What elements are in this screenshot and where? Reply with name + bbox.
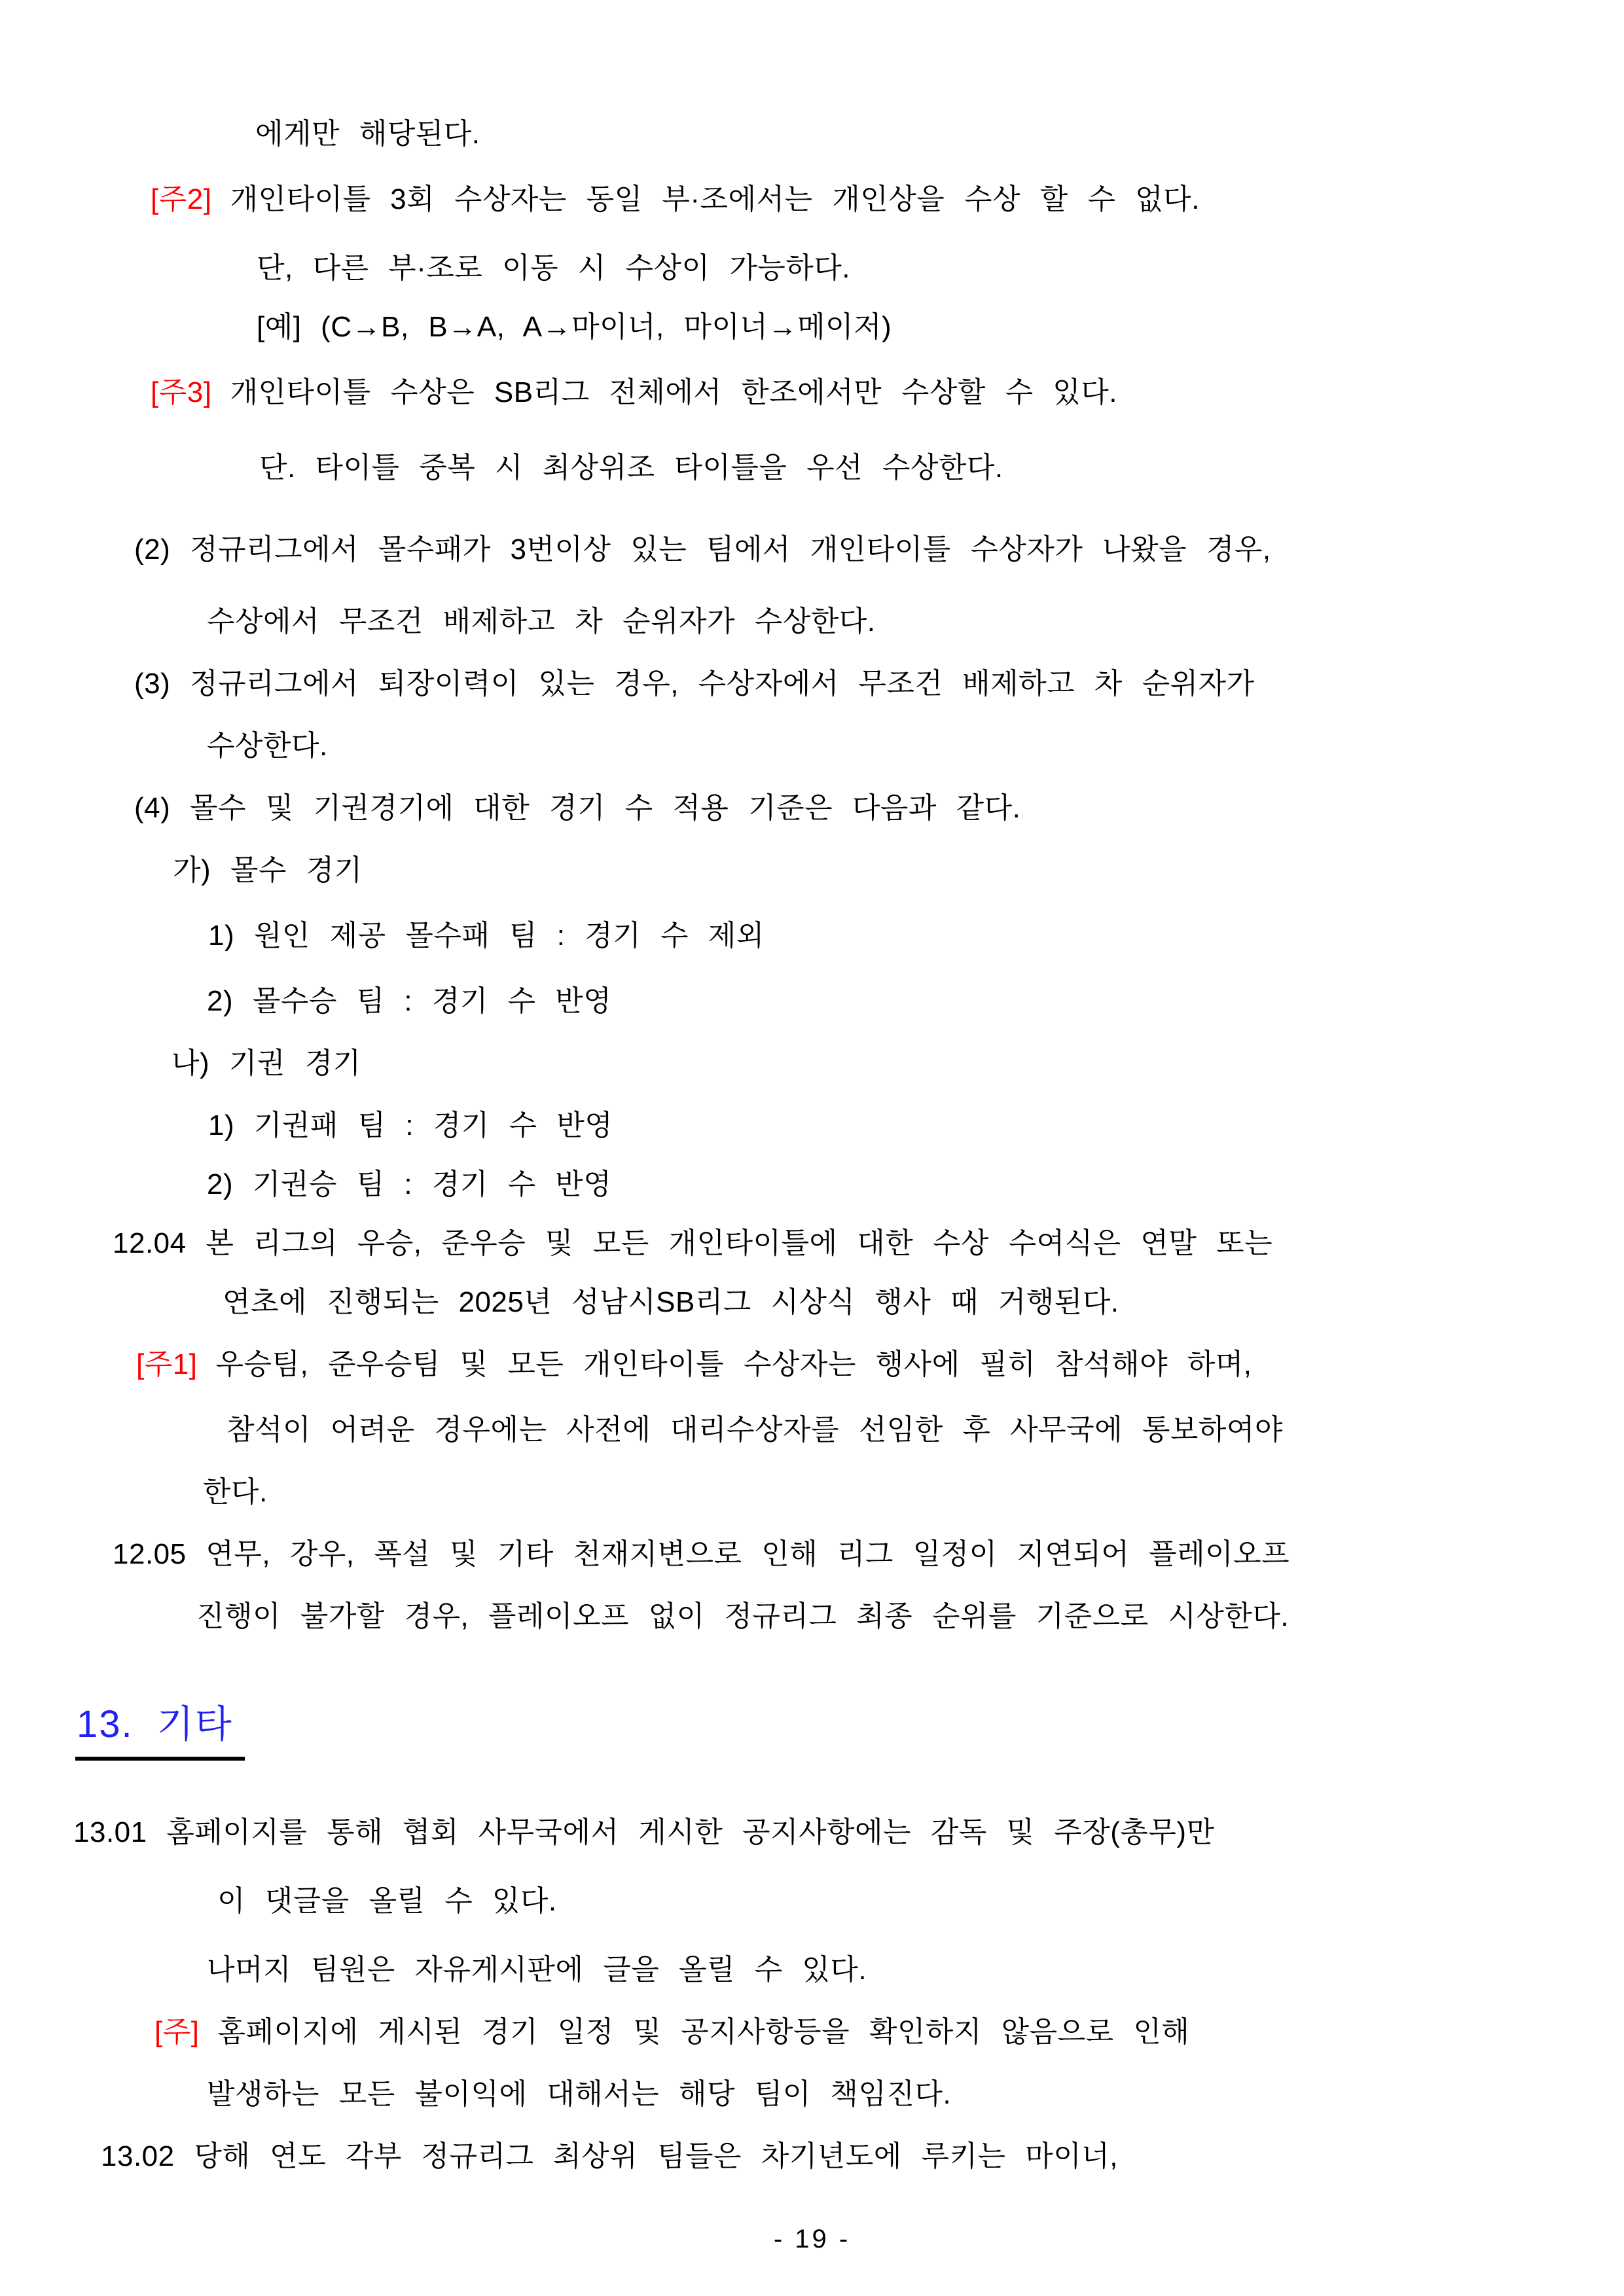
doc-line: [134, 667, 1255, 701]
doc-line: [257, 251, 850, 285]
doc-line: [255, 117, 480, 151]
doc-line: [207, 605, 875, 639]
doc-line: [207, 984, 611, 1018]
doc-line: [207, 1168, 611, 1202]
doc-line: [173, 853, 363, 888]
line-text: 단, 다른 부·조로 이동 시 수상이 가능하다.: [257, 252, 851, 284]
line-text: 나) 기권 경기: [171, 1047, 361, 1079]
note-label: [주1]: [136, 1348, 198, 1380]
doc-line: [113, 1227, 1272, 1261]
doc-line: [207, 2077, 951, 2111]
line-text: 12.05 연무, 강우, 폭설 및 기타 천재지변으로 인해 리그 일정이 지연되어 플레이오프: [113, 1538, 1290, 1570]
doc-line: [217, 1884, 557, 1918]
doc-line: [208, 1109, 613, 1143]
doc-line: [73, 1816, 1215, 1850]
line-text: 1) 기권패 팀 : 경기 수 반영: [208, 1109, 613, 1141]
note-label: [주2]: [151, 183, 212, 215]
line-text: 진행이 불가할 경우, 플레이오프 없이 정규리그 최종 순위를 기준으로 시상한다.: [196, 1600, 1290, 1632]
doc-line: [207, 1953, 867, 1987]
line-text: 13.01 홈페이지를 통해 협회 사무국에서 게시한 공지사항에는 감독 및 주장(총무)만: [73, 1816, 1215, 1848]
doc-line: [151, 376, 1117, 410]
doc-line: [151, 183, 1200, 217]
line-text: 연초에 진행되는 2025년 성남시SB리그 시상식 행사 때 거행된다.: [223, 1286, 1119, 1318]
doc-line: [134, 533, 1271, 567]
line-text: 1) 원인 제공 몰수패 팀 : 경기 수 제외: [208, 920, 765, 952]
doc-line: [154, 2015, 1189, 2049]
doc-line: [203, 1475, 268, 1509]
line-text: 참석이 어려운 경우에는 사전에 대리수상자를 선임한 후 사무국에 통보하여야: [226, 1414, 1283, 1446]
line-text: 12.04 본 리그의 우승, 준우승 및 모든 개인타이틀에 대한 수상 수여식은 연말 또는: [113, 1227, 1273, 1259]
line-text: 한다.: [203, 1476, 268, 1508]
doc-line: [259, 451, 1003, 485]
line-text: (4) 몰수 및 기권경기에 대한 경기 수 적용 기준은 다음과 같다.: [134, 792, 1021, 824]
line-text: 에게만 해당된다.: [255, 118, 480, 150]
doc-line: [196, 1600, 1289, 1634]
line-text: 개인타이틀 3회 수상자는 동일 부·조에서는 개인상을 수상 할 수 없다.: [230, 183, 1200, 215]
doc-line: [208, 919, 765, 953]
doc-line: [226, 1413, 1283, 1447]
line-text: 나머지 팀원은 자유게시판에 글을 올릴 수 있다.: [207, 1954, 867, 1986]
line-text: 2) 기권승 팀 : 경기 수 반영: [207, 1168, 612, 1200]
line-text: 발생하는 모든 불이익에 대해서는 해당 팀이 책임진다.: [207, 2078, 952, 2110]
line-text: 2) 몰수승 팀 : 경기 수 반영: [207, 985, 612, 1017]
doc-line: [113, 1537, 1290, 1571]
section-heading-text: 13. 기타: [75, 1703, 245, 1761]
line-text: 13.02 당해 연도 각부 정규리그 최상위 팀들은 차기년도에 루키는 마이너,: [101, 2140, 1118, 2172]
doc-line: [257, 310, 892, 344]
line-text: [예] (C→B, B→A, A→마이너, 마이너→메이저): [257, 311, 892, 343]
line-text: 가) 몰수 경기: [173, 854, 363, 886]
doc-line: [136, 1348, 1252, 1382]
line-text: (2) 정규리그에서 몰수패가 3번이상 있는 팀에서 개인타이틀 수상자가 나왔을 경우,: [134, 533, 1271, 565]
line-text: 단. 타이틀 중복 시 최상위조 타이틀을 우선 수상한다.: [259, 452, 1003, 484]
line-text: 수상한다.: [207, 730, 328, 762]
line-text: 이 댓글을 올릴 수 있다.: [217, 1885, 557, 1917]
doc-line: [134, 791, 1020, 825]
note-label: [주]: [154, 2016, 200, 2048]
doc-line: [207, 729, 328, 763]
doc-line: [171, 1047, 361, 1081]
line-text: 우승팀, 준우승팀 및 모든 개인타이틀 수상자는 행사에 필히 참석해야 하며,: [215, 1348, 1252, 1380]
page-number: - 19 -: [773, 2225, 851, 2253]
line-text: (3) 정규리그에서 퇴장이력이 있는 경우, 수상자에서 무조건 배제하고 차 순위자가: [134, 668, 1255, 700]
line-text: 개인타이틀 수상은 SB리그 전체에서 한조에서만 수상할 수 있다.: [230, 376, 1118, 408]
doc-line: [101, 2140, 1118, 2174]
doc-line: [223, 1285, 1119, 1319]
line-text: 수상에서 무조건 배제하고 차 순위자가 수상한다.: [207, 605, 876, 637]
section-heading: [75, 1703, 245, 1761]
note-label: [주3]: [151, 376, 212, 408]
line-text: 홈페이지에 게시된 경기 일정 및 공지사항등을 확인하지 않음으로 인해: [217, 2016, 1190, 2048]
